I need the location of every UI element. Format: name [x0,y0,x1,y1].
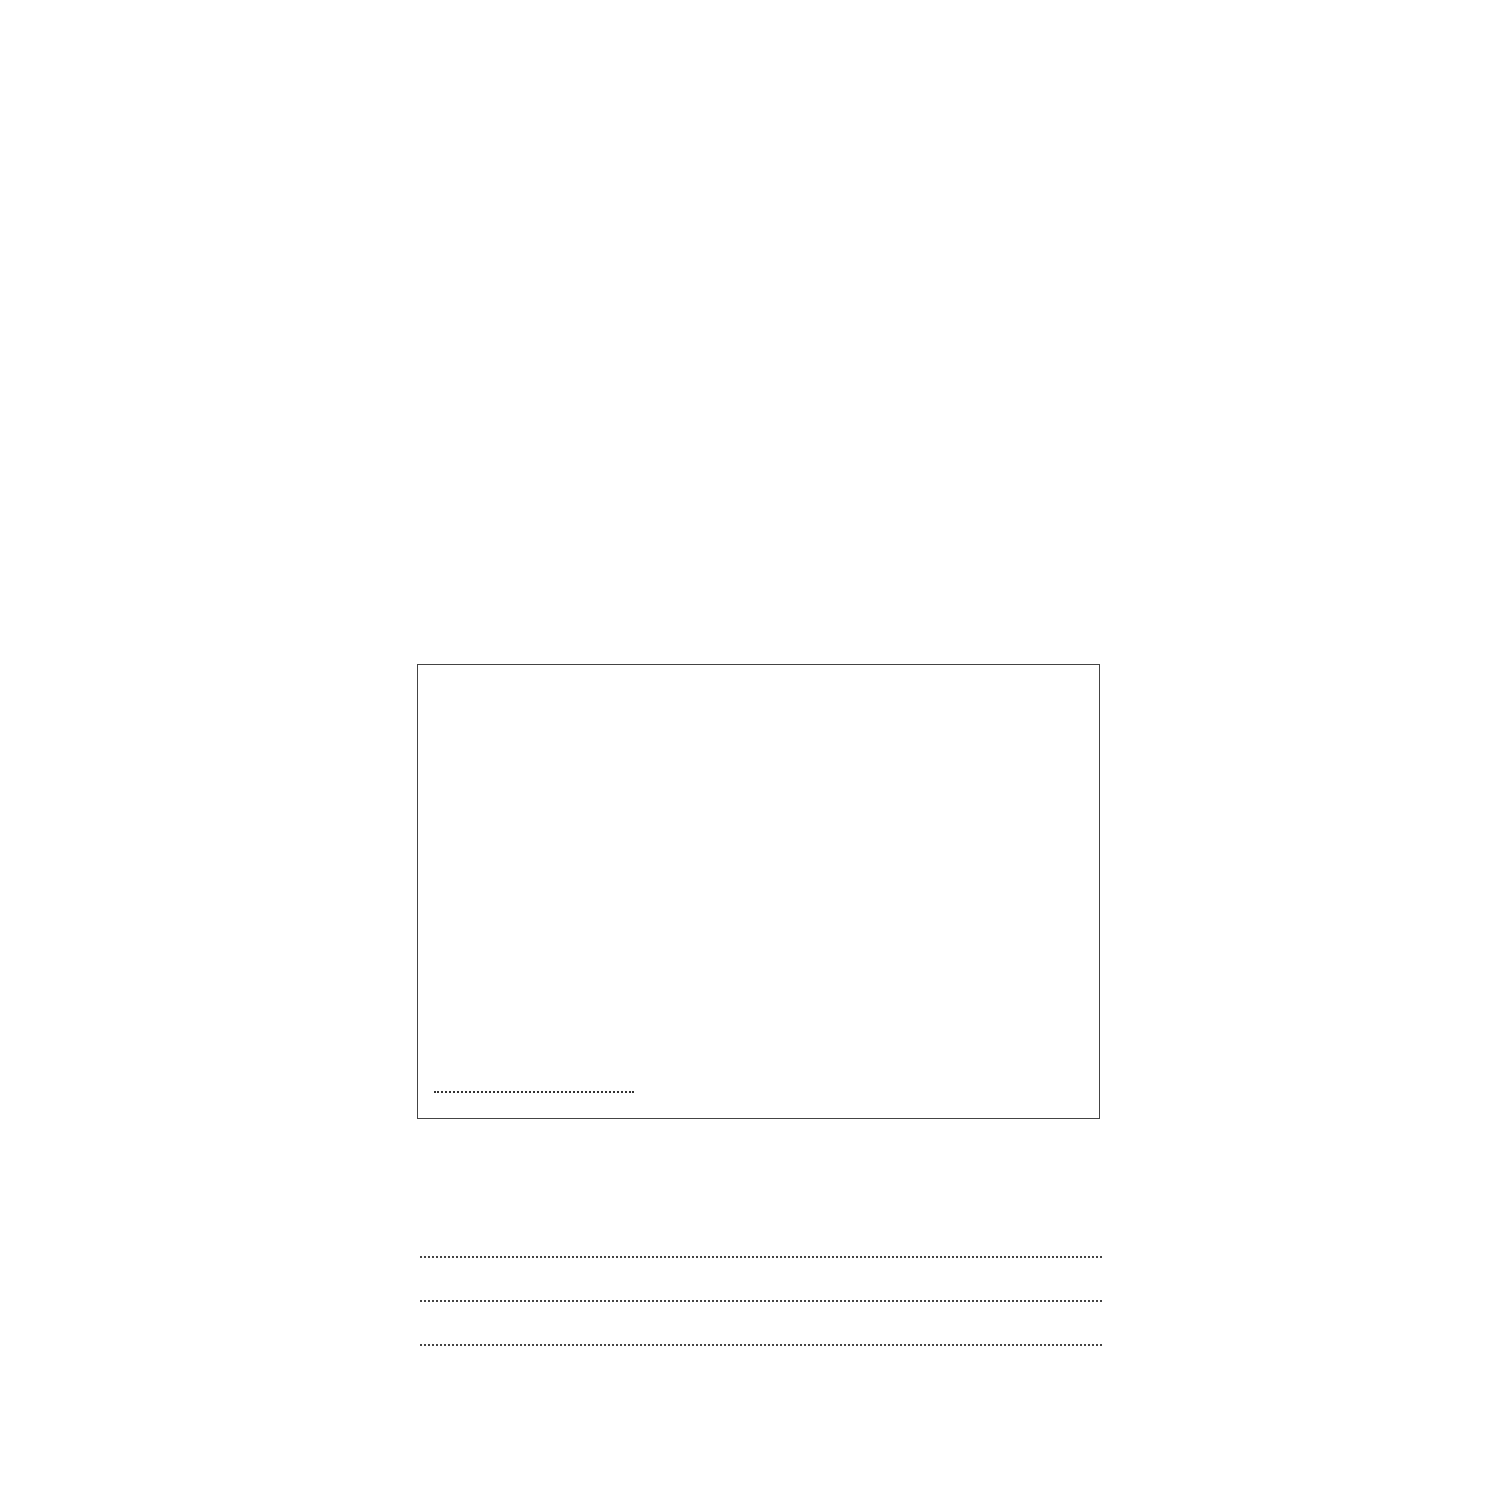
answer-box[interactable] [417,664,1100,1119]
answer-line[interactable] [420,1300,1102,1302]
weight-answer[interactable] [428,1076,634,1099]
running-footer [1166,1432,1180,1450]
answer-line[interactable] [420,1256,1102,1258]
weight-answer-line[interactable] [434,1077,634,1093]
answer-line[interactable] [420,1344,1102,1346]
